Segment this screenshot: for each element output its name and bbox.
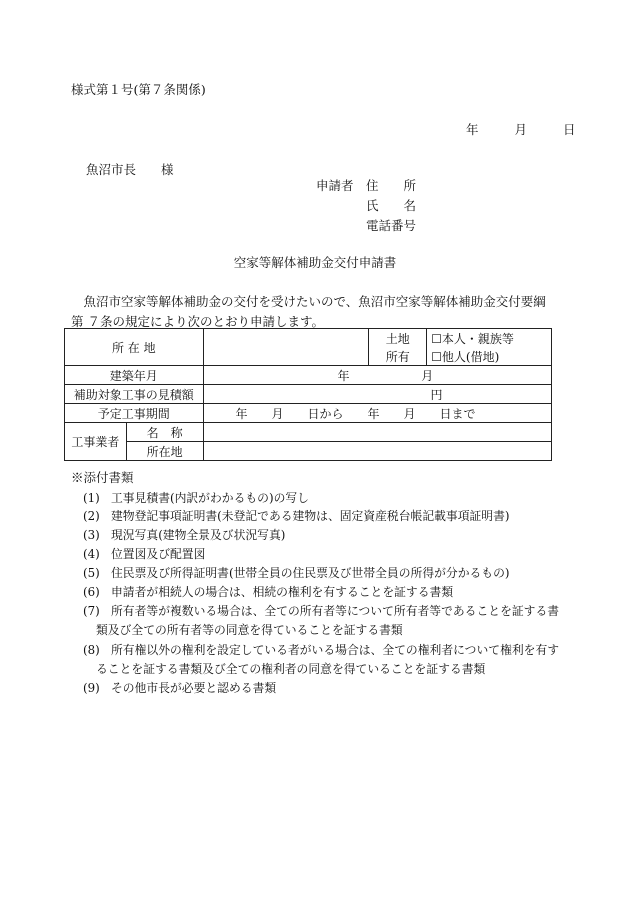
estimate-unit: 円 bbox=[430, 387, 443, 402]
owner-self-option[interactable]: ☐本人・親族等 bbox=[427, 329, 552, 348]
attachment-item-continued: 類及び全ての所有者等の同意を得ていることを証する書類 bbox=[96, 623, 403, 637]
built-year: 年 bbox=[337, 368, 350, 383]
date-month: 月 bbox=[514, 122, 527, 137]
built-field[interactable] bbox=[203, 366, 551, 385]
contractor-name-field[interactable] bbox=[203, 423, 551, 442]
location-field[interactable] bbox=[203, 329, 369, 366]
period-row bbox=[65, 404, 552, 423]
attachment-item: (4) 位置図及び配置図 bbox=[83, 547, 206, 561]
attachment-item: (9) その他市長が必要と認める書類 bbox=[83, 681, 277, 695]
applicant-phone-label: 電話番号 bbox=[366, 218, 417, 233]
period-label: 予定工事期間 bbox=[65, 404, 204, 423]
built-month: 月 bbox=[421, 368, 434, 383]
form-number: 様式第１号(第７条関係) bbox=[71, 82, 206, 97]
contractor-name-label: 名 称 bbox=[126, 423, 203, 442]
attachment-item: (3) 現況写真(建物全景及び状況写真) bbox=[83, 528, 286, 542]
estimate-row bbox=[65, 385, 552, 404]
date-year: 年 bbox=[466, 122, 479, 137]
intro-paragraph: 魚沼市空家等解体補助金の交付を受けたいので、魚沼市空家等解体補助金交付要綱第 ７条の規定により次のとおり申請します。 bbox=[71, 294, 546, 329]
attachment-item: (8) 所有権以外の権利を設定している者がいる場合は、全ての権利者について権利を有す bbox=[83, 643, 560, 657]
contractor-address-field[interactable] bbox=[203, 442, 551, 461]
applicant-address-label: 住 所 bbox=[366, 178, 417, 193]
contractor-name-row bbox=[65, 423, 552, 442]
location-label: 所 在 地 bbox=[65, 329, 204, 366]
addressee: 魚沼市長 様 bbox=[86, 162, 174, 177]
applicant-name-label: 氏 名 bbox=[366, 198, 417, 213]
attachment-item-continued: ることを証する書類及び全ての権利者の同意を得ていることを証する書類 bbox=[96, 662, 486, 676]
date-line bbox=[466, 120, 575, 138]
built-row bbox=[65, 366, 552, 385]
contractor-address-label: 所在地 bbox=[126, 442, 203, 461]
land-owner-label-2: 所有 bbox=[369, 347, 427, 366]
land-owner-label-1: 土地 bbox=[369, 329, 427, 348]
estimate-label: 補助対象工事の見積額 bbox=[65, 385, 204, 404]
application-table bbox=[64, 328, 552, 461]
period-field[interactable]: 年 月 日から 年 月 日まで bbox=[203, 404, 551, 423]
contractor-address-row bbox=[65, 442, 552, 461]
attachment-item: (5) 住民票及び所得証明書(世帯全員の住民票及び世帯全員の所得が分かるもの) bbox=[83, 566, 510, 580]
attachments-heading: ※添付書類 bbox=[71, 470, 134, 485]
date-day: 日 bbox=[562, 122, 576, 137]
attachment-item: (6) 申請者が相続人の場合は、相続の権利を有することを証する書類 bbox=[83, 585, 454, 599]
document-title: 空家等解体補助金交付申請書 bbox=[233, 255, 397, 270]
attachment-item: (7) 所有者等が複数いる場合は、全ての所有者等について所有者等であることを証する書 bbox=[83, 604, 560, 618]
owner-other-option[interactable]: ☐他人(借地) bbox=[427, 347, 552, 366]
attachment-item: (1) 工事見積書(内訳がわかるもの)の写し bbox=[83, 491, 309, 505]
attachment-item: (2) 建物登記事項証明書(未登記である建物は、固定資産税台帳記載事項証明書) bbox=[83, 509, 510, 523]
applicant-label: 申請者 bbox=[316, 178, 354, 193]
estimate-field[interactable] bbox=[203, 385, 551, 404]
location-row-1 bbox=[65, 329, 552, 348]
built-label: 建築年月 bbox=[65, 366, 204, 385]
contractor-label: 工事業者 bbox=[65, 423, 127, 461]
